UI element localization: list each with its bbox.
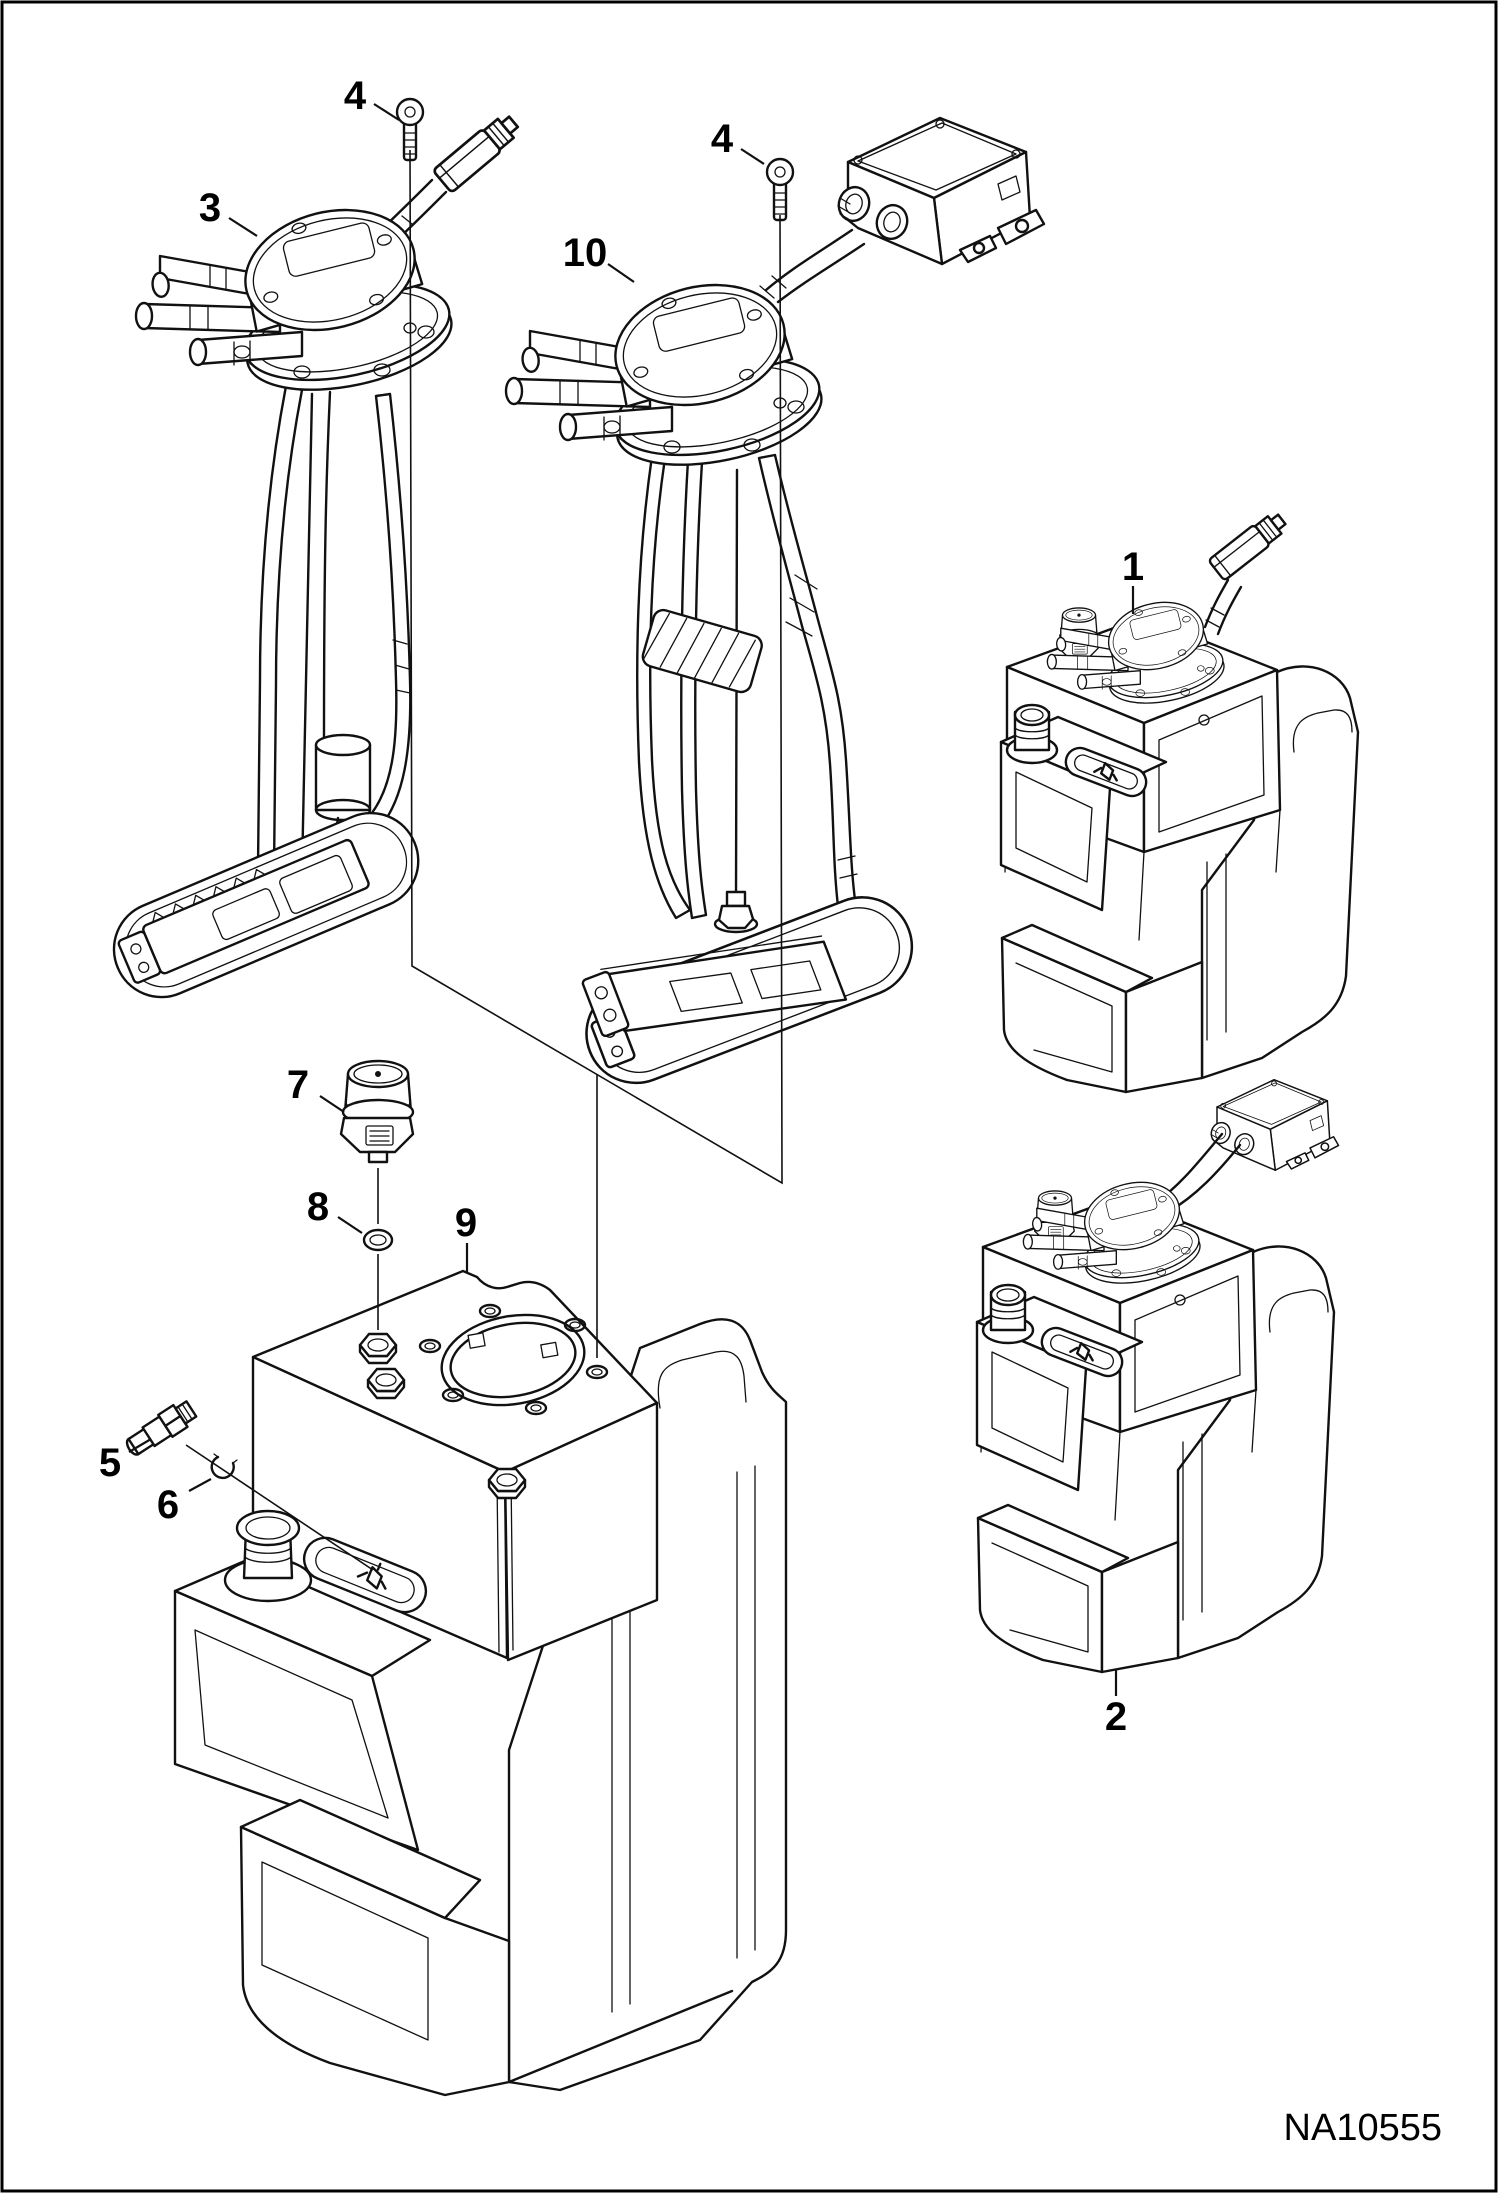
callout-label-fuel-tank: 9 <box>454 1201 478 1245</box>
callout-label-retaining-clip: 6 <box>156 1483 180 1527</box>
hex-nut <box>368 1369 404 1398</box>
drawing-id: NA10555 <box>1283 2107 1442 2149</box>
callout-label-mounting-screw-2: 4 <box>710 117 734 161</box>
callout-label-fuel-sender-assembly-with-module: 10 <box>562 231 608 275</box>
hex-nut <box>360 1334 396 1363</box>
callout-label-o-ring: 8 <box>306 1185 330 1229</box>
callout-label-mounting-screw-1: 4 <box>343 74 367 118</box>
callout-label-fitting: 5 <box>98 1441 122 1485</box>
hex-nut <box>489 1469 525 1498</box>
callout-label-tank-assembly-2: 2 <box>1104 1695 1128 1739</box>
callout-label-tank-assembly-1: 1 <box>1121 545 1145 589</box>
callout-label-fuel-sender-assembly: 3 <box>198 186 222 230</box>
callout-label-breather-cap: 7 <box>286 1063 310 1107</box>
o-ring <box>364 1230 392 1250</box>
